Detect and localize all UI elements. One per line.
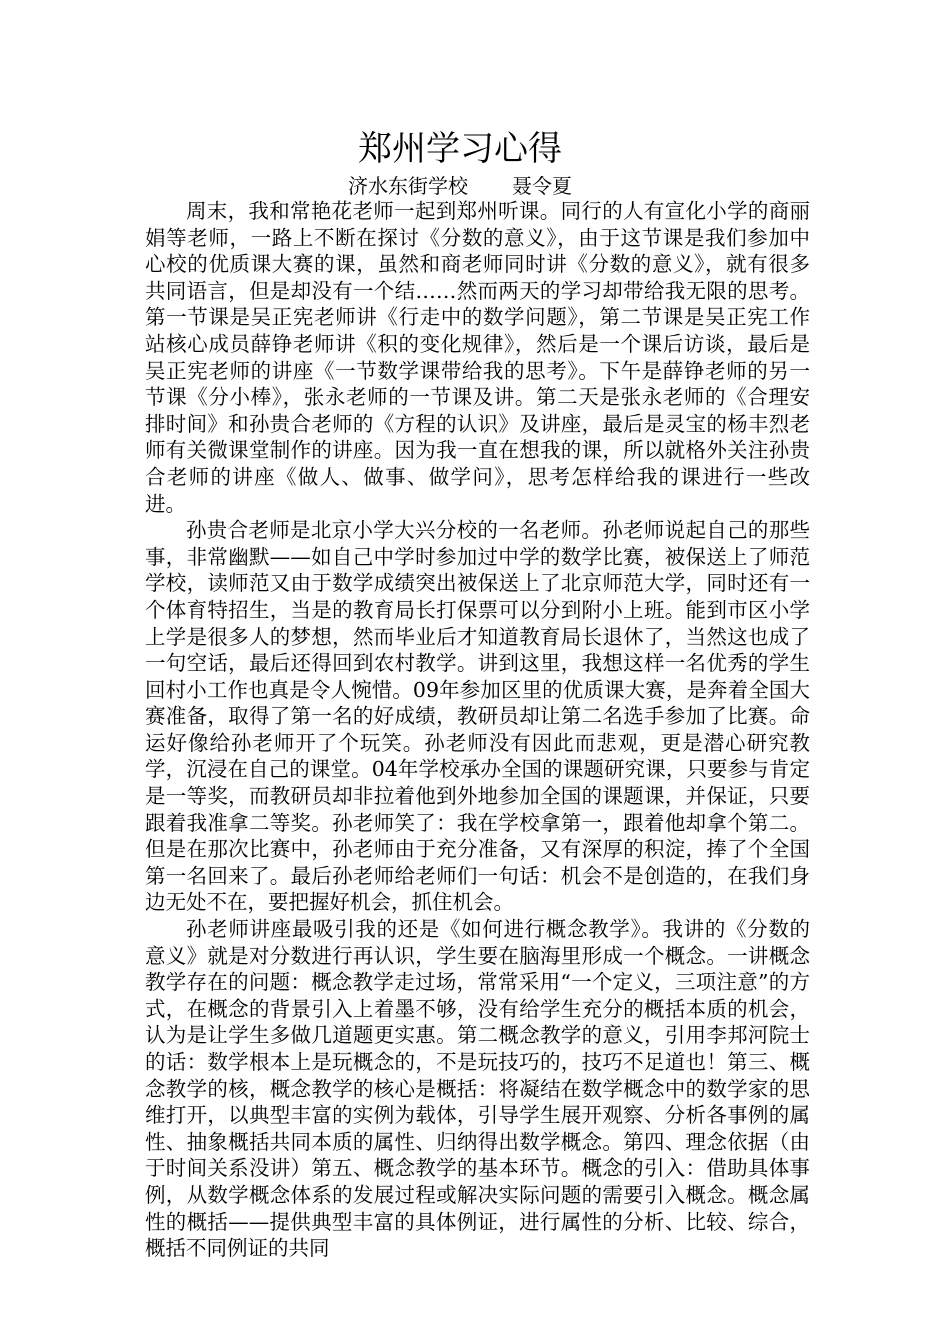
author-name: 聂令夏 bbox=[512, 174, 572, 198]
byline bbox=[0, 172, 920, 200]
document-title: 郑州学习心得 bbox=[358, 129, 562, 169]
paragraph-3: 孙老师讲座最吸引我的还是《如何进行概念教学》。我讲的《分数的意义》就是对分数进行再认识，学生要在脑海里形成一个概念。一讲概念教学存在的问题：概念教学走过场，常常采用“一个定义，三项注意”的方式，在概念的背景引入上着墨不够，没有给学生充分的概括本质的机会，认为是让学生多做几道题更实惠。第二概念教学的意义，引用李邦河院士的话：数学根本上是玩概念的，不是玩技巧的，技巧不足道也！第三、概念教学的核，概念教学的核心是概括：将凝结在数学概念中的数学家的思维打开，以典型丰富的实例为载体，引导学生展开观察、分析各事例的属性、抽象概括共同本质的属性、归纳得出数学概念。第四、理念依据（由于时间关系没讲）第五、概念教学的基本环节。概念的引入：借助具体事例，从数学概念体系的发展过程或解决实际问题的需要引入概念。概念属性的概括——提供典型丰富的具体例证，进行属性的分析、比较、综合，概括不同例证的共同 bbox=[145, 917, 810, 1261]
paragraph-2: 孙贵合老师是北京小学大兴分校的一名老师。孙老师说起自己的那些事，非常幽默——如自己中学时参加过中学的数学比赛，被保送上了师范学校，读师范又由于数学成绩突出被保送上了北京师范大学，同时还有一个体育特招生，当是的教育局长打保票可以分到附小上班。能到市区小学上学是很多人的梦想，然而毕业后才知道教育局长退休了，当然这也成了一句空话，最后还得回到农村教学。讲到这里，我想这样一名优秀的学生回村小工作也真是令人惋惜。09年参加区里的优质课大赛，是奔着全国大赛准备，取得了第一名的好成绩，教研员却让第二名选手参加了比赛。命运好像给孙老师开了个玩笑。孙老师没有因此而悲观，更是潜心研究教学，沉浸在自己的课堂。04年学校承办全国的课题研究课，只要参与肯定是一等奖，而教研员却非拉着他到外地参加全国的课题课，并保证，只要跟着我准拿二等奖。孙老师笑了：我在学校拿第一，跟着他却拿个第二。但是在那次比赛中，孙老师由于充分准备，又有深厚的积淀，捧了个全国第一名回来了。最后孙老师给老师们一句话：机会不是创造的，在我们身边无处不在，要把握好机会，抓住机会。 bbox=[145, 518, 810, 915]
school-name: 济水东街学校 bbox=[348, 174, 468, 198]
paragraph-1: 周末，我和常艳花老师一起到郑州听课。同行的人有宣化小学的商丽娟等老师，一路上不断在探讨《分数的意义》，由于这节课是我们参加中心校的优质课大赛的课，虽然和商老师同时讲《分数的意义》，就有很多共同语言，但是却没有一个结……然而两天的学习却带给我无限的思考。第一节课是吴正宪老师讲《行走中的数学问题》，第二节课是吴正宪工作站核心成员薛铮老师讲《积的变化规律》，然后是一个课后访谈，最后是吴正宪老师的讲座《一节数学课带给我的思考》。下午是薛铮老师的另一节课《分小棒》，张永老师的一节课及讲。第二天是张永老师的《合理安排时间》和孙贵合老师的《方程的认识》及讲座，最后是灵宝的杨丰烈老师有关微课堂制作的讲座。因为我一直在想我的课，所以就格外关注孙贵合老师的讲座《做人、做事、做学问》，思考怎样给我的课进行一些改进。 bbox=[145, 199, 810, 516]
document-body bbox=[145, 198, 810, 1262]
